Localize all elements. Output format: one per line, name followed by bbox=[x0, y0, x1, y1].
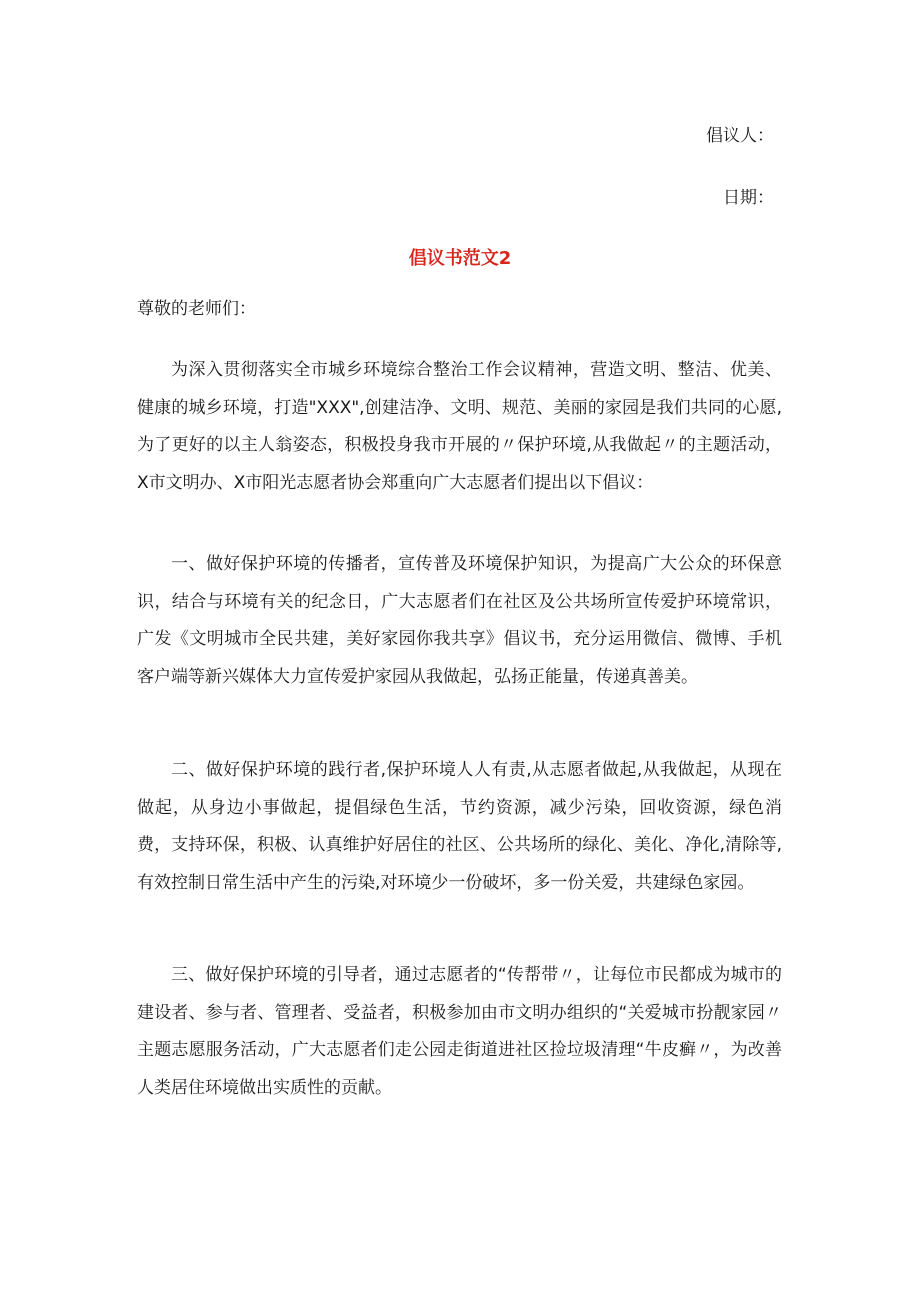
document-title: 倡议书范文2 bbox=[408, 248, 512, 269]
paragraph-intro: 为深入贯彻落实全市城乡环境综合整治工作会议精神，营造文明、整洁、优美、健康的城乡环境，打造"XXX",创建洁净、文明、规范、美丽的家园是我们共同的心愿,为了更好的以主人翁姿态，积极投身我市开展的〃保护环境,从我做起〃的主题活动，X市文明办、X市阳光志愿者协会郑重向广大志愿者们提出以下倡议： bbox=[137, 360, 782, 493]
paragraph-point-2: 二、做好保护环境的践行者,保护环境人人有责,从志愿者做起,从我做起，从现在做起，从身边小事做起，提倡绿色生活，节约资源，减少污染，回收资源，绿色消费，支持环保，积极、认真维护好居住的社区、公共场所的绿化、美化、净化,清除等,有效控制日常生活中产生的污染,对环境少一份破坏，多一份关爱，共建绿色家园。 bbox=[137, 760, 782, 893]
paragraph-point-1: 一、做好保护环境的传播者，宣传普及环境保护知识，为提高广大公众的环保意识，结合与环境有关的纪念日，广大志愿者们在社区及公共场所宣传爱护环境常识，广发《文明城市全民共建，美好家园你我共享》倡议书，充分运用微信、微博、手机客户端等新兴媒体大力宣传爱护家园从我做起，弘扬正能量，传递真善美。 bbox=[137, 554, 782, 687]
paragraph-point-3: 三、做好保护环境的引导者，通过志愿者的“传帮带〃，让每位市民都成为城市的建设者、参与者、管理者、受益者，积极参加由市文明办组织的“关爱城市扮靓家园〃主题志愿服务活动，广大志愿者们走公园走街道进社区捡垃圾清理“牛皮癣〃，为改善人类居住环境做出实质性的贡献。 bbox=[137, 965, 782, 1098]
salutation: 尊敬的老师们： bbox=[137, 299, 256, 319]
date-line: 日期： bbox=[723, 188, 774, 208]
proposer-signature-line: 倡议人： bbox=[706, 126, 774, 146]
